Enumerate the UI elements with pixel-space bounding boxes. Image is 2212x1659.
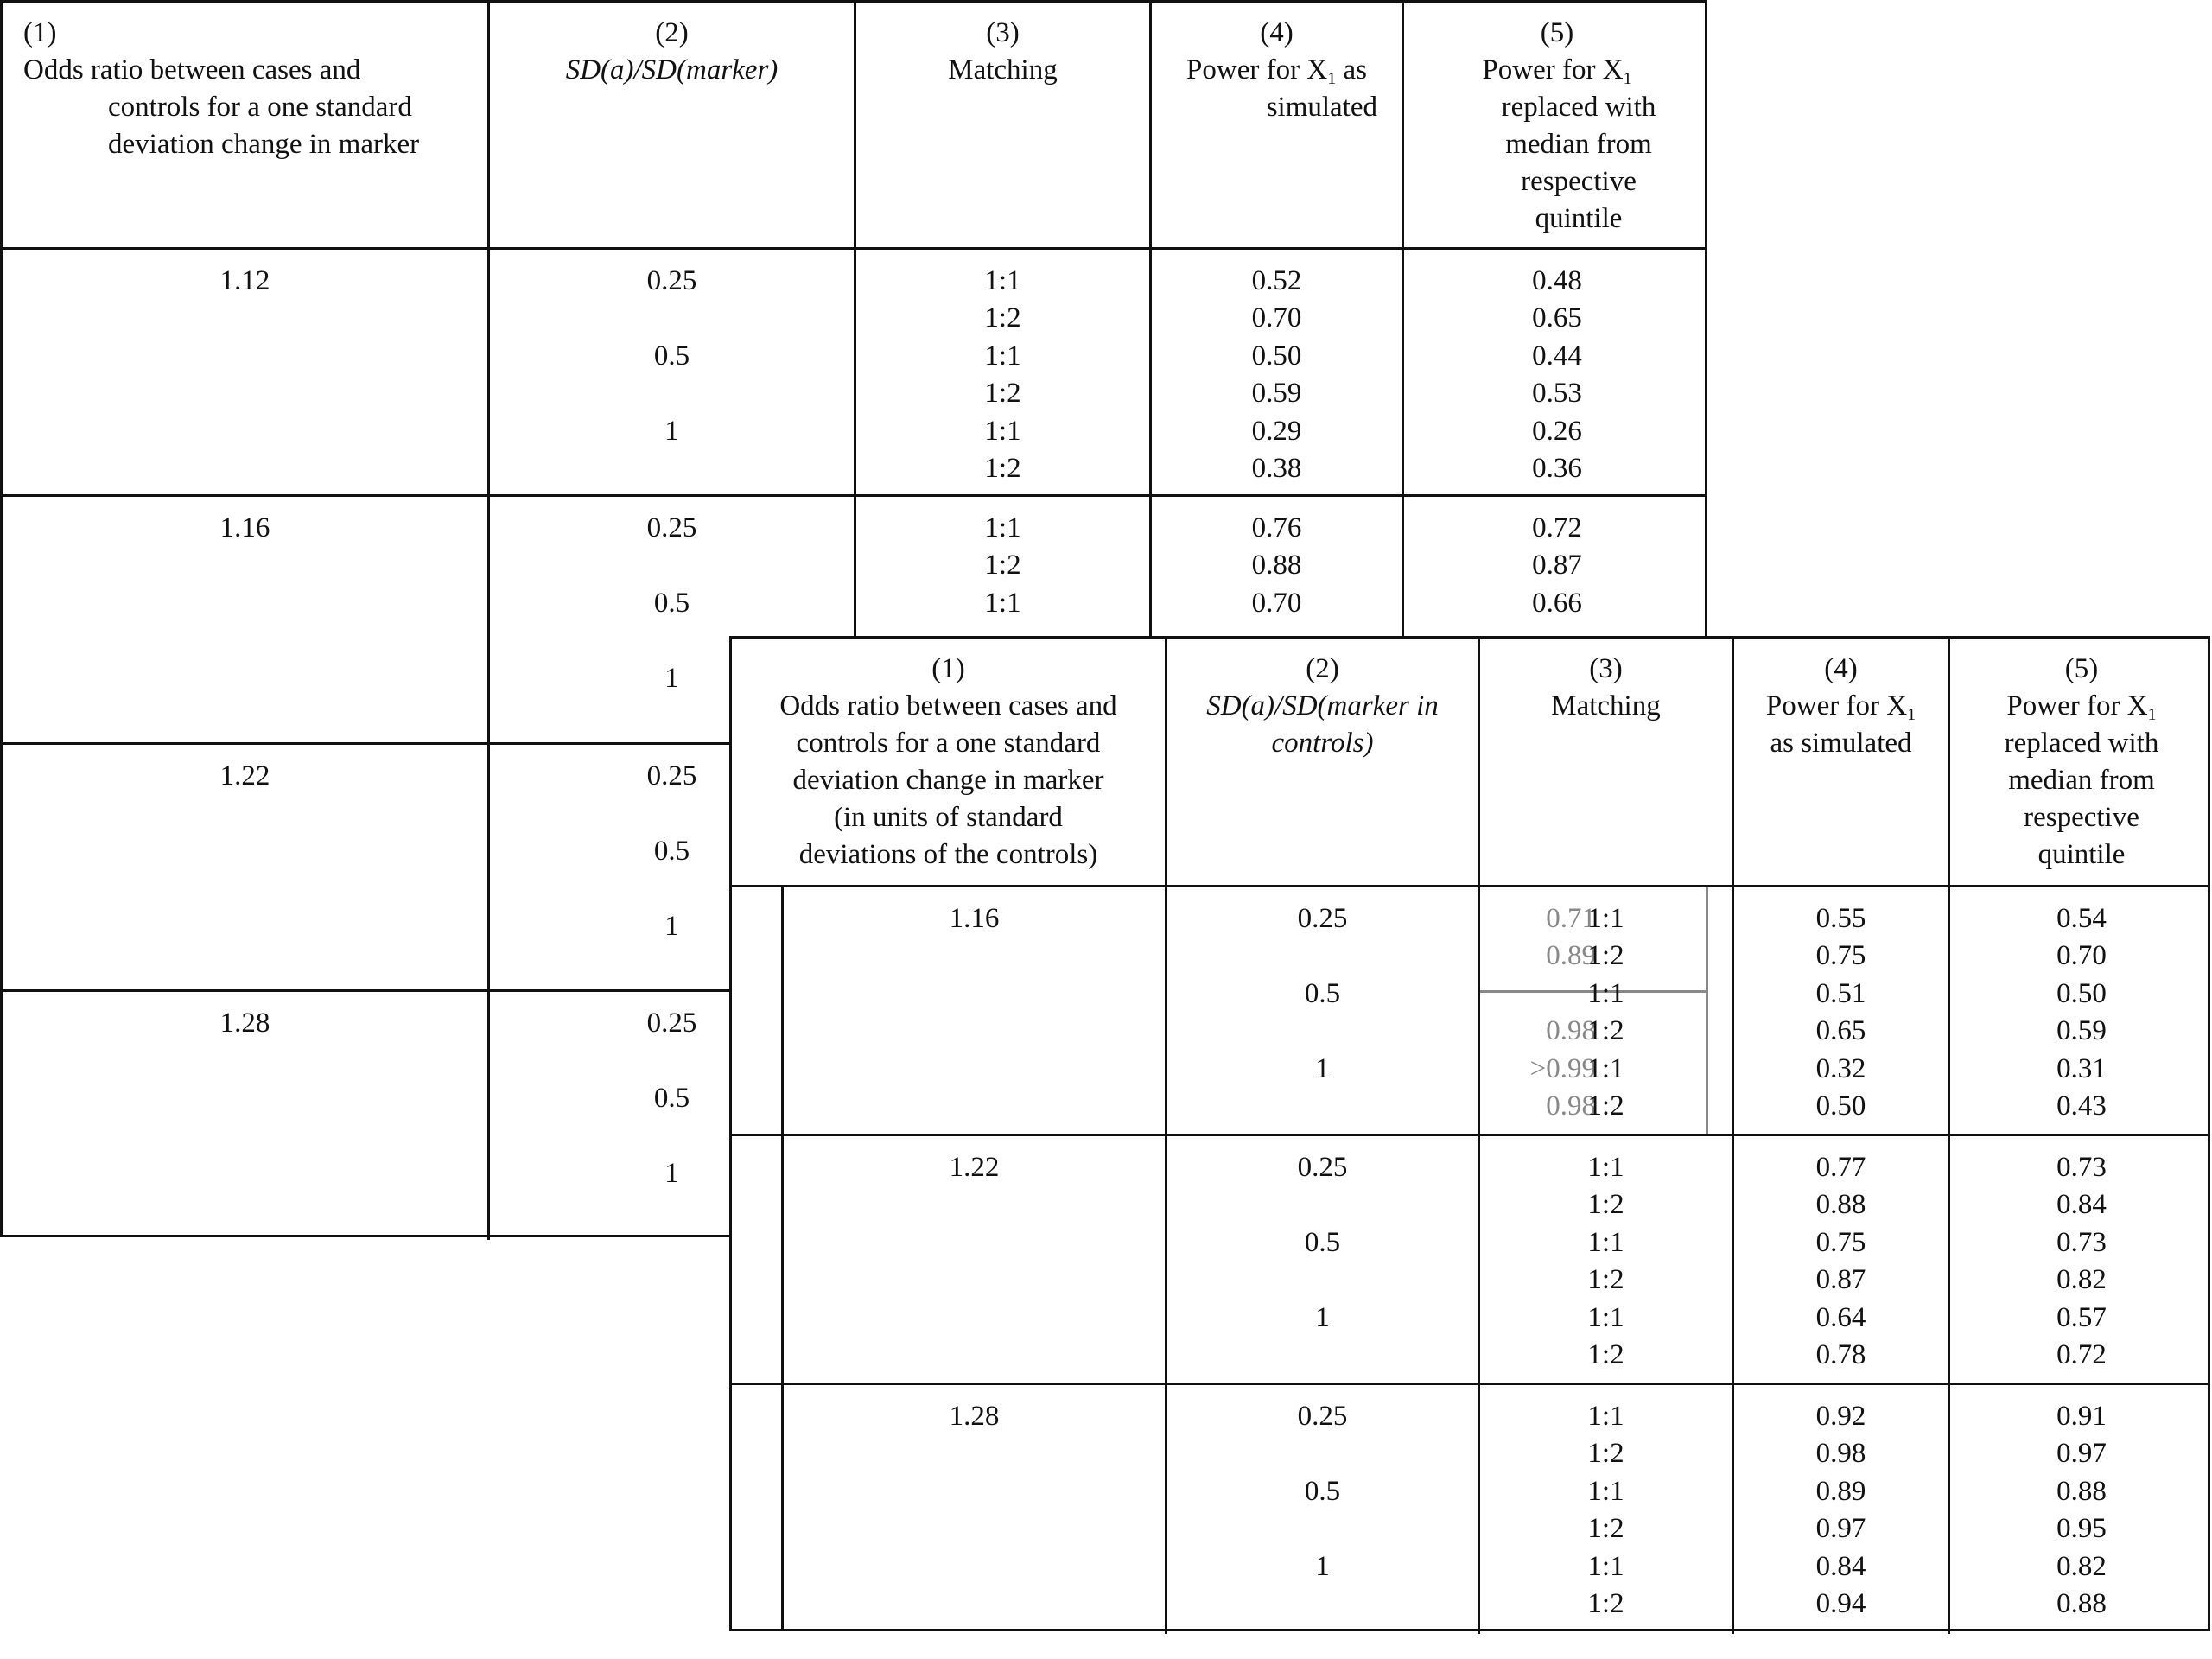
front-header-4-num: (4) xyxy=(1824,653,1858,684)
front-group xyxy=(732,1136,2208,1385)
power-simulated-cell: 0.76 xyxy=(1251,512,1302,543)
front-header-1-line: controls for a one standard xyxy=(796,728,1101,759)
matching-cell: 1:1 xyxy=(1587,1152,1624,1183)
power-simulated-cell: 0.88 xyxy=(1815,1189,1866,1220)
power-median-cell: 0.95 xyxy=(2056,1513,2107,1544)
power-simulated-cell: 0.98 xyxy=(1815,1438,1866,1469)
odds-ratio-cell: 1.28 xyxy=(219,1007,270,1039)
matching-cell: 1:2 xyxy=(984,550,1021,581)
power-median-cell: 0.66 xyxy=(1532,588,1582,619)
power-simulated-cell: 0.52 xyxy=(1251,265,1302,296)
sd-cell: 0.5 xyxy=(1304,1227,1341,1258)
matching-cell: 1:1 xyxy=(984,340,1021,372)
front-table-header xyxy=(732,639,2208,887)
back-table-header xyxy=(3,3,1705,250)
power-simulated-cell: 0.65 xyxy=(1815,1015,1866,1046)
power-simulated-cell: 0.75 xyxy=(1815,940,1866,971)
back-header-3-num: (3) xyxy=(986,17,1020,48)
ghost-value: 0.89 xyxy=(1546,940,1596,971)
front-header-5-line: quintile xyxy=(2037,839,2126,870)
ghost-value: 0.98 xyxy=(1546,1015,1596,1046)
power-simulated-cell: 0.51 xyxy=(1815,978,1866,1009)
power-simulated-cell: 0.84 xyxy=(1815,1551,1866,1582)
sd-cell: 0.5 xyxy=(1304,1476,1341,1507)
front-header-col-2 xyxy=(1167,639,1480,885)
front-header-1-num: (1) xyxy=(931,653,965,684)
power-simulated-cell: 0.38 xyxy=(1251,453,1302,484)
power-median-cell: 0.88 xyxy=(2056,1588,2107,1619)
matching-cell: 1:2 xyxy=(1587,1264,1624,1295)
sd-cell: 0.25 xyxy=(646,760,697,791)
power-median-cell: 0.36 xyxy=(1532,453,1582,484)
back-header-col-2 xyxy=(490,3,856,247)
back-group xyxy=(3,250,1705,497)
front-header-5-line: respective xyxy=(2024,802,2139,833)
sd-cell: 1 xyxy=(1315,1551,1330,1582)
front-header-3-line: Matching xyxy=(1551,690,1661,721)
front-header-3-num: (3) xyxy=(1589,653,1623,684)
sd-cell: 1 xyxy=(1315,1053,1330,1084)
back-header-4-sub: 1 xyxy=(1327,69,1337,88)
back-header-col-4 xyxy=(1152,3,1404,247)
matching-cell: 1:2 xyxy=(1587,1339,1624,1370)
front-header-4-line: as simulated xyxy=(1770,728,1912,759)
front-header-col-3 xyxy=(1480,639,1734,885)
power-median-cell: 0.57 xyxy=(2056,1302,2107,1333)
back-header-4-line: Power for X xyxy=(1186,54,1328,86)
ghost-value: 0.98 xyxy=(1546,1090,1596,1122)
back-header-col-1 xyxy=(3,3,490,247)
odds-ratio-cell: 1.22 xyxy=(219,760,270,791)
back-header-2-num: (2) xyxy=(655,17,689,48)
power-simulated-cell: 0.55 xyxy=(1815,903,1866,934)
front-header-col-4 xyxy=(1734,639,1950,885)
front-header-1-line: Odds ratio between cases and xyxy=(779,690,1117,721)
matching-cell: 1:2 xyxy=(1587,1438,1624,1469)
front-header-4-sub: 1 xyxy=(1907,705,1916,724)
matching-cell: 1:2 xyxy=(984,453,1021,484)
power-median-cell: 0.82 xyxy=(2056,1551,2107,1582)
front-group xyxy=(732,1385,2208,1634)
back-header-5-line: median from xyxy=(1505,129,1652,160)
matching-cell: 1:1 xyxy=(1587,978,1624,1009)
odds-ratio-cell: 1.28 xyxy=(949,1401,1000,1432)
power-median-cell: 0.48 xyxy=(1532,265,1582,296)
back-header-4-line: simulated xyxy=(1266,92,1377,123)
power-simulated-cell: 0.88 xyxy=(1251,550,1302,581)
power-median-cell: 0.50 xyxy=(2056,978,2107,1009)
sd-cell: 0.25 xyxy=(1297,1401,1348,1432)
front-header-5-line: Power for X xyxy=(2006,690,2148,721)
power-median-cell: 0.87 xyxy=(1532,550,1582,581)
matching-cell: 1:2 xyxy=(984,378,1021,409)
power-median-cell: 0.72 xyxy=(2056,1339,2107,1370)
power-simulated-cell: 0.87 xyxy=(1815,1264,1866,1295)
sd-cell: 0.5 xyxy=(653,1083,690,1114)
sd-cell: 1 xyxy=(664,663,679,694)
power-median-cell: 0.70 xyxy=(2056,940,2107,971)
power-median-cell: 0.53 xyxy=(1532,378,1582,409)
sd-cell: 0.5 xyxy=(653,340,690,372)
power-median-cell: 0.54 xyxy=(2056,903,2107,934)
front-header-1-line: (in units of standard xyxy=(834,802,1063,833)
sd-cell: 0.5 xyxy=(653,836,690,867)
power-median-cell: 0.31 xyxy=(2056,1053,2107,1084)
odds-ratio-cell: 1.16 xyxy=(219,512,270,543)
back-header-1-num: (1) xyxy=(23,17,57,48)
power-simulated-cell: 0.50 xyxy=(1251,340,1302,372)
power-simulated-cell: 0.94 xyxy=(1815,1588,1866,1619)
sd-cell: 1 xyxy=(1315,1302,1330,1333)
matching-cell: 1:2 xyxy=(1587,1588,1624,1619)
power-median-cell: 0.72 xyxy=(1532,512,1582,543)
power-simulated-cell: 0.64 xyxy=(1815,1302,1866,1333)
back-header-1-line: deviation change in marker xyxy=(108,129,420,160)
front-group xyxy=(732,887,2208,1136)
back-header-5-line: replaced with xyxy=(1501,92,1656,123)
matching-cell: 1:2 xyxy=(1587,940,1624,971)
power-median-cell: 0.73 xyxy=(2056,1227,2107,1258)
power-simulated-cell: 0.97 xyxy=(1815,1513,1866,1544)
sd-cell: 0.5 xyxy=(653,588,690,619)
power-simulated-cell: 0.77 xyxy=(1815,1152,1866,1183)
front-header-1-line: deviation change in marker xyxy=(792,765,1104,796)
power-median-cell: 0.59 xyxy=(2056,1015,2107,1046)
back-header-5-sub: 1 xyxy=(1623,69,1632,88)
back-header-5-line: Power for X xyxy=(1482,54,1624,86)
power-median-cell: 0.26 xyxy=(1532,416,1582,447)
odds-ratio-cell: 1.22 xyxy=(949,1152,1000,1183)
matching-cell: 1:2 xyxy=(1587,1189,1624,1220)
power-simulated-cell: 0.59 xyxy=(1251,378,1302,409)
sd-cell: 1 xyxy=(664,911,679,942)
power-simulated-cell: 0.70 xyxy=(1251,302,1302,334)
back-header-4-num: (4) xyxy=(1260,17,1294,48)
power-median-cell: 0.82 xyxy=(2056,1264,2107,1295)
odds-ratio-cell: 1.12 xyxy=(219,265,270,296)
matching-cell: 1:1 xyxy=(1587,1551,1624,1582)
power-simulated-cell: 0.70 xyxy=(1251,588,1302,619)
power-simulated-cell: 0.89 xyxy=(1815,1476,1866,1507)
matching-cell: 1:2 xyxy=(1587,1513,1624,1544)
sd-cell: 0.25 xyxy=(646,1007,697,1039)
power-median-cell: 0.43 xyxy=(2056,1090,2107,1122)
power-median-cell: 0.84 xyxy=(2056,1189,2107,1220)
front-header-5-line: replaced with xyxy=(2004,728,2159,759)
matching-cell: 1:1 xyxy=(1587,1476,1624,1507)
front-header-5-num: (5) xyxy=(2064,653,2099,684)
matching-cell: 1:2 xyxy=(1587,1090,1624,1122)
back-header-1-line: controls for a one standard xyxy=(108,92,412,123)
sd-cell: 0.25 xyxy=(646,265,697,296)
ghost-value: 0.71 xyxy=(1546,903,1596,934)
sd-cell: 1 xyxy=(664,1158,679,1189)
power-median-cell: 0.73 xyxy=(2056,1152,2107,1183)
matching-cell: 1:1 xyxy=(984,512,1021,543)
power-median-cell: 0.44 xyxy=(1532,340,1582,372)
back-header-4-suffix: as xyxy=(1336,54,1367,86)
power-median-cell: 0.97 xyxy=(2056,1438,2107,1469)
back-header-1-line: Odds ratio between cases and xyxy=(23,54,361,86)
matching-cell: 1:1 xyxy=(984,265,1021,296)
odds-ratio-cell: 1.16 xyxy=(949,903,1000,934)
back-header-col-5 xyxy=(1404,3,1710,247)
ghost-value: >0.99 xyxy=(1529,1053,1596,1084)
front-header-col-1 xyxy=(732,639,1167,885)
matching-cell: 1:2 xyxy=(984,302,1021,334)
matching-cell: 1:2 xyxy=(1587,1015,1624,1046)
power-median-cell: 0.91 xyxy=(2056,1401,2107,1432)
matching-cell: 1:1 xyxy=(1587,1227,1624,1258)
power-simulated-cell: 0.78 xyxy=(1815,1339,1866,1370)
back-header-col-3 xyxy=(856,3,1152,247)
matching-cell: 1:1 xyxy=(1587,1401,1624,1432)
sd-cell: 1 xyxy=(664,416,679,447)
sd-cell: 0.5 xyxy=(1304,978,1341,1009)
sd-cell: 0.25 xyxy=(646,512,697,543)
back-header-2-line: SD(a)/SD(marker) xyxy=(565,54,779,86)
back-header-3-line: Matching xyxy=(948,54,1058,86)
front-header-2-num: (2) xyxy=(1306,653,1339,684)
power-simulated-cell: 0.50 xyxy=(1815,1090,1866,1122)
front-header-1-line: deviations of the controls) xyxy=(798,839,1098,870)
back-header-5-line: respective xyxy=(1521,166,1637,197)
front-header-5-sub: 1 xyxy=(2147,705,2157,724)
power-simulated-cell: 0.75 xyxy=(1815,1227,1866,1258)
back-header-5-line: quintile xyxy=(1535,203,1623,234)
matching-cell: 1:1 xyxy=(984,588,1021,619)
power-median-cell: 0.88 xyxy=(2056,1476,2107,1507)
power-median-cell: 0.65 xyxy=(1532,302,1582,334)
front-table xyxy=(729,636,2210,1631)
matching-cell: 1:1 xyxy=(1587,903,1624,934)
sd-cell: 0.25 xyxy=(1297,1152,1348,1183)
front-header-2-line: controls) xyxy=(1271,728,1374,759)
sd-cell: 0.25 xyxy=(1297,903,1348,934)
back-header-5-num: (5) xyxy=(1540,17,1574,48)
front-header-2-line: SD(a)/SD(marker in xyxy=(1206,690,1439,721)
matching-cell: 1:1 xyxy=(1587,1302,1624,1333)
front-header-4-line: Power for X xyxy=(1765,690,1908,721)
front-header-col-5 xyxy=(1950,639,2212,885)
power-simulated-cell: 0.32 xyxy=(1815,1053,1866,1084)
matching-cell: 1:1 xyxy=(984,416,1021,447)
front-header-5-line: median from xyxy=(2008,765,2155,796)
matching-cell: 1:1 xyxy=(1587,1053,1624,1084)
power-simulated-cell: 0.92 xyxy=(1815,1401,1866,1432)
power-simulated-cell: 0.29 xyxy=(1251,416,1302,447)
